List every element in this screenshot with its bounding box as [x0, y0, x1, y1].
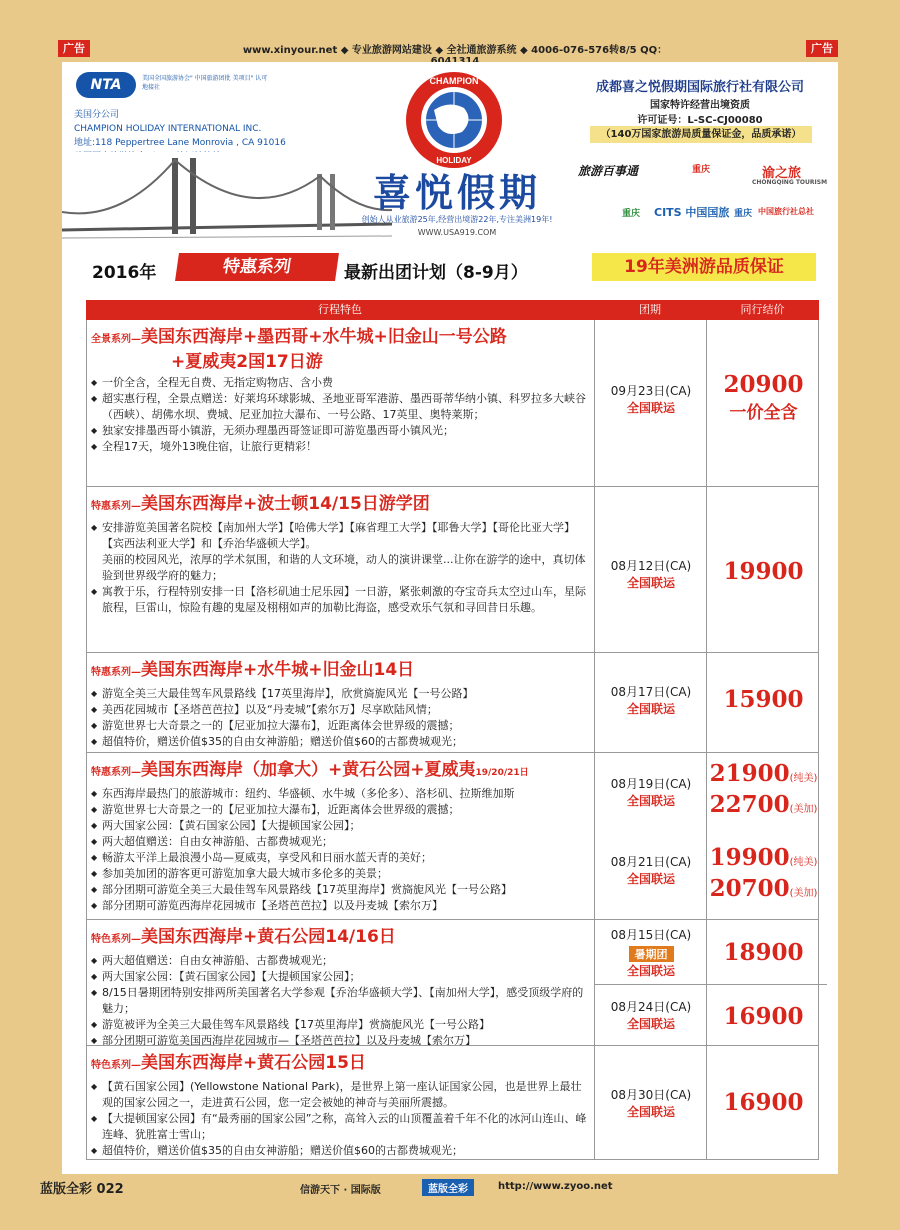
price-value: 19900 [723, 558, 804, 585]
footer [0, 1174, 900, 1230]
plan-title: 最新出团计划（8-9月） [344, 263, 528, 283]
tour-features [91, 686, 588, 750]
brand-url: WWW.USA919.COM [417, 228, 497, 237]
date-text: 08月17日(CA) [610, 685, 692, 699]
tour-dates [595, 653, 707, 752]
partner-yuzhilv-subtitle: CHONGQING TOURISM [752, 179, 828, 186]
advertisement-page [62, 62, 838, 1174]
tour-prices [707, 487, 820, 652]
feature-item: ◆ 参加美加团的游客更可游览加拿大最大城市多伦多的美景； [91, 866, 588, 882]
tour-details [87, 1046, 595, 1159]
partner-logo-cts: 中国旅行社总社 [758, 207, 814, 216]
feature-item: ◆ 部分团期可游览西海岸花园城市【圣塔芭芭拉】以及丹麦城【索尔万】 [91, 898, 588, 914]
date-text: 08月12日(CA) [610, 559, 692, 573]
plan-year: 2016年 [92, 263, 157, 283]
tour-title [91, 493, 588, 518]
feature-item: ◆ 游览全美三大最佳驾车风景路线【17英里海岸】，欣赏旖旎风光【一号公路】 [91, 686, 588, 702]
top-contact-line: www.xinyour.net ◆ 专业旅游网站建设 ◆ 全社通旅游系统 ◆ 4006-076-576转8/5 QQ： [242, 45, 668, 56]
partner-chongqing-tag-3: 重庆 [734, 209, 753, 219]
feature-item: ◆ 游览世界七大奇景之一的【尼亚加拉大瀑布】，近距离体会世界级的震撼； [91, 802, 588, 818]
price-number: 19900 [709, 844, 790, 871]
price-value: 15900 [723, 686, 804, 713]
price-unit: (美加) [789, 888, 818, 899]
tour-features [91, 1079, 588, 1159]
feature-item: ◆ 安排游览美国著名院校【南加州大学】【哈佛大学】【麻省理工大学】【耶鲁大学】【哥伦比亚大学】【宾西法利亚大学】和【乔治华盛顿大学】。 [91, 520, 588, 552]
price-unit: (纯美) [789, 773, 818, 784]
brand-name: 喜悦假期 [372, 170, 541, 215]
feature-item: ◆ 超值特价，赠送价值$35的自由女神游船；赠送价值$60的古都费城观光； [91, 1143, 588, 1159]
tour-prices [707, 320, 820, 486]
tour-prices [707, 1046, 820, 1159]
plan-title-row [62, 250, 838, 290]
ad-label-right: 广告 [806, 40, 838, 57]
header [62, 62, 838, 242]
feature-item: 美丽的校园风光，浓厚的学术氛围，和谐的人文环境，动人的演讲课堂...让你在游学的途中，真切体验到世界级学府的魅力； [102, 553, 586, 582]
nta-logo: NTA [76, 72, 136, 98]
feature-item: ◆ 超实惠行程，全景点赠送：好莱坞环球影城、圣地亚哥军港游、墨西哥蒂华纳小镇、科罗拉多大峡谷（西峡）、胡佛水坝、费城、尼亚加拉大瀑布、一号公路、17英里、奥特莱斯； [91, 391, 588, 423]
tour-prices [707, 653, 820, 752]
tour-title [91, 659, 588, 684]
origin-text: 全国联运 [626, 1017, 675, 1031]
origin-text: 全国联运 [626, 576, 675, 590]
table-header [86, 300, 819, 320]
partner-chongqing-tag: 重庆 [692, 165, 711, 175]
price-value [707, 876, 820, 907]
feature-item: ◆ 超值特价，赠送价值$35的自由女神游船；赠送价值$60的古都费城观光； [91, 734, 588, 750]
price-number: 22700 [709, 791, 790, 818]
footer-url: http://www.zyoo.net [498, 1181, 613, 1192]
feature-item: ◆ 两大超值赠送：自由女神游船、古都费城观光； [91, 953, 588, 969]
feature-item: ◆ 两大国家公园：【黄石国家公园】【大提顿国家公园】； [91, 818, 588, 834]
special-series-tag: 特惠系列 [175, 253, 339, 281]
date-text: 08月15日(CA) [610, 928, 692, 942]
series-prefix: 特色系列— [91, 1060, 141, 1071]
tour-title-text: 美国东西海岸（加拿大）+黄石公园+夏威夷 [141, 760, 476, 780]
price-value: 18900 [723, 939, 804, 966]
tour-title [91, 1052, 588, 1077]
price-value: 20900 [723, 371, 804, 398]
price-entry [707, 687, 820, 713]
tour-features [91, 520, 588, 616]
price-entry [707, 940, 820, 966]
series-prefix: 特惠系列— [91, 501, 141, 512]
tour-features [91, 786, 588, 914]
nta-description: 美国全国旅游协会" 中国旅游团批 美项目" 认可地接社 [142, 75, 268, 91]
partner-logo-yuzhilv: 渝之旅 [762, 166, 802, 181]
price-value: 16900 [723, 1003, 804, 1030]
origin-text: 全国联运 [626, 401, 675, 415]
top-banner [0, 0, 900, 62]
departure-date [595, 1086, 707, 1120]
tour-details [87, 920, 595, 1045]
series-prefix: 全景系列— [91, 334, 141, 345]
date-text: 08月30日(CA) [610, 1088, 692, 1102]
column-header-dates: 团期 [639, 303, 661, 316]
page-label: 蓝版全彩 022 [40, 1182, 124, 1197]
tour-features [91, 953, 588, 1045]
partner-logo-baishitong: 旅游百事通 [578, 164, 639, 178]
tour-title-line2: +夏威夷2国17日游 [171, 352, 323, 372]
feature-item: ◆ 8/15日暑期团特别安排两所美国著名大学参观【乔治华盛顿大学】、【南加州大学】，感受顶级学府的魅力； [91, 985, 588, 1017]
feature-item: ◆ 游览世界七大奇景之一的【尼亚加拉大瀑布】，近距离体会世界级的震撼； [91, 718, 588, 734]
departure-date [595, 853, 707, 887]
quality-guarantee-banner: 19年美洲游品质保证 [592, 253, 816, 281]
branch-line: 美国分公司 [74, 110, 120, 120]
tour-details [87, 320, 595, 486]
series-prefix: 特惠系列— [91, 667, 141, 678]
departure-date [595, 926, 707, 979]
quality-guarantee: （140万国家旅游局质量保证金，品质承诺） [590, 126, 812, 143]
footer-badge: 蓝版全彩 [422, 1179, 474, 1196]
price-number: 21900 [709, 760, 790, 787]
tour-row [86, 653, 819, 753]
price-value [707, 761, 820, 792]
feature-item: ◆ 部分团期可游览美国西海岸花园城市—【圣塔芭芭拉】以及丹麦城【索尔万】 [91, 1033, 588, 1045]
departure-date [595, 683, 707, 717]
feature-item: ◆ 一价全含，全程无自费、无指定购物店、含小费 [91, 375, 588, 391]
feature-item: ◆ 两大超值赠送：自由女神游船、古都费城观光； [91, 834, 588, 850]
price-entry [707, 559, 820, 585]
origin-text: 全国联运 [626, 794, 675, 808]
tour-title-text: 美国东西海岸+黄石公园15日 [141, 1053, 366, 1073]
tour-dates [595, 320, 707, 486]
feature-item: ◆ 部分团期可游览全美三大最佳驾车风景路线【17英里海岸】赏旖旎风光【一号公路】 [91, 882, 588, 898]
globe-bottom-text: HOLIDAY [436, 156, 472, 165]
license-line-1: 国家特许经营出境资质 [650, 100, 750, 111]
tour-dates [595, 920, 707, 1045]
column-header-price: 同行结价 [740, 303, 785, 316]
price-number: 20700 [709, 875, 790, 902]
feature-item: ◆ 【大提顿国家公园】有“最秀丽的国家公园”之称，高耸入云的山顶覆盖着千年不化的冰河山连山、峰连峰、犹胜富士雪山； [91, 1111, 588, 1143]
tour-prices [707, 753, 820, 919]
globe-top-text: CHAMPION [429, 76, 479, 86]
tour-details [87, 653, 595, 752]
tour-prices [707, 920, 820, 1045]
tour-row [86, 920, 819, 1046]
departure-date [595, 557, 707, 591]
partner-logo-cits: CITS 中国国旅 [654, 206, 730, 219]
column-header-itinerary: 行程特色 [318, 303, 362, 316]
tour-dates [595, 487, 707, 652]
date-text: 09月23日(CA) [610, 384, 692, 398]
tour-dates [595, 1046, 707, 1159]
date-text: 08月19日(CA) [610, 777, 692, 791]
golden-gate-bridge-image [62, 152, 392, 244]
summer-group-badge: 暑期团 [629, 946, 674, 962]
origin-text: 全国联运 [626, 964, 675, 978]
branch-line: 地址:118 Peppertree Lane Monrovia , CA 91016 [74, 138, 286, 148]
feature-item: ◆ 畅游太平洋上最浪漫小岛—夏威夷，享受风和日丽水蓝天青的美好； [91, 850, 588, 866]
price-unit: (纯美) [789, 857, 818, 868]
tour-title [91, 926, 588, 951]
tour-row [86, 753, 819, 920]
series-prefix: 特色系列— [91, 934, 141, 945]
ad-label-left: 广告 [58, 40, 90, 57]
price-value: 16900 [723, 1089, 804, 1116]
price-entry [707, 372, 820, 423]
tour-details [87, 487, 595, 652]
price-entry [707, 1004, 820, 1030]
tour-row [86, 487, 819, 653]
price-note: 一价全含 [729, 403, 798, 423]
price-value [707, 845, 820, 876]
origin-text: 全国联运 [626, 702, 675, 716]
departure-date [595, 382, 707, 416]
price-entry [707, 1090, 820, 1116]
price-unit: (美加) [789, 804, 818, 815]
branch-line: CHAMPION HOLIDAY INTERNATIONAL INC. [74, 124, 262, 134]
tour-title [91, 759, 588, 784]
feature-item: ◆ 两大国家公园：【黄石国家公园】【大提顿国家公园】； [91, 969, 588, 985]
tour-title-text: 美国东西海岸+波士顿14/15日游学团 [141, 494, 430, 514]
departure-date [595, 998, 707, 1032]
origin-text: 全国联运 [626, 1105, 675, 1119]
tour-row [86, 320, 819, 487]
price-value [707, 792, 820, 823]
feature-item: ◆ 全程17天，境外13晚住宿，让旅行更精彩！ [91, 439, 588, 455]
brand-slogan: 创始人从业旅游25年,经营出境游22年,专注美洲19年! [361, 215, 553, 224]
tour-row [86, 1046, 819, 1160]
origin-text: 全国联运 [626, 872, 675, 886]
departure-date [595, 775, 707, 809]
footer-tagline: 信游天下 · 国际版 [300, 1185, 381, 1196]
feature-item: ◆ 独家安排墨西哥小镇游，无须办理墨西哥签证即可游览墨西哥小镇风光； [91, 423, 588, 439]
tour-title-text: 美国东西海岸+墨西哥+水牛城+旧金山一号公路 [141, 327, 507, 347]
date-text: 08月21日(CA) [610, 855, 692, 869]
feature-item: ◆ 【黄石国家公园】(Yellowstone National Park)，是世界上第一座认证国家公园，也是世界上最壮观的国家公园之一，走进黄石公园，您一定会被她的神奇与美丽所震撼。 [91, 1079, 588, 1111]
date-text: 08月24日(CA) [610, 1000, 692, 1014]
price-entry [707, 761, 820, 823]
tour-dates [595, 753, 707, 919]
tour-title-days: 19/20/21日 [475, 768, 529, 778]
company-name: 成都喜之悦假期国际旅行社有限公司 [595, 80, 804, 95]
tour-title [91, 326, 588, 351]
partner-chongqing-tag-2: 重庆 [622, 209, 641, 219]
tour-details [87, 753, 595, 919]
champion-holiday-globe-logo [404, 70, 504, 170]
tour-title-text: 美国东西海岸+黄石公园14/16日 [141, 927, 396, 947]
series-prefix: 特惠系列— [91, 767, 141, 778]
feature-item: ◆ 美西花园城市【圣塔芭芭拉】以及“丹麦城”【索尔万】尽享欧陆风情； [91, 702, 588, 718]
license-line-2: 许可证号：L-SC-CJ00080 [637, 115, 763, 126]
price-entry [707, 845, 820, 907]
feature-item: ◆ 寓教于乐，行程特别安排一日【洛杉矶迪士尼乐园】一日游，紧张刺激的夺宝奇兵太空过山车，星际旅程，巨雷山，惊险有趣的鬼屋及栩栩如声的加勒比海盗，感受欢乐气氛和寻回昔日乐趣。 [91, 584, 588, 616]
feature-item: ◆ 游览被评为全美三大最佳驾车风景路线【17英里海岸】赏旖旎风光【一号公路】 [91, 1017, 588, 1033]
tour-features [91, 375, 588, 455]
tour-title-text: 美国东西海岸+水牛城+旧金山14日 [141, 660, 415, 680]
feature-item: ◆ 东西海岸最热门的旅游城市：纽约、华盛顿、水牛城（多伦多）、洛杉矶、拉斯维加斯 [91, 786, 588, 802]
